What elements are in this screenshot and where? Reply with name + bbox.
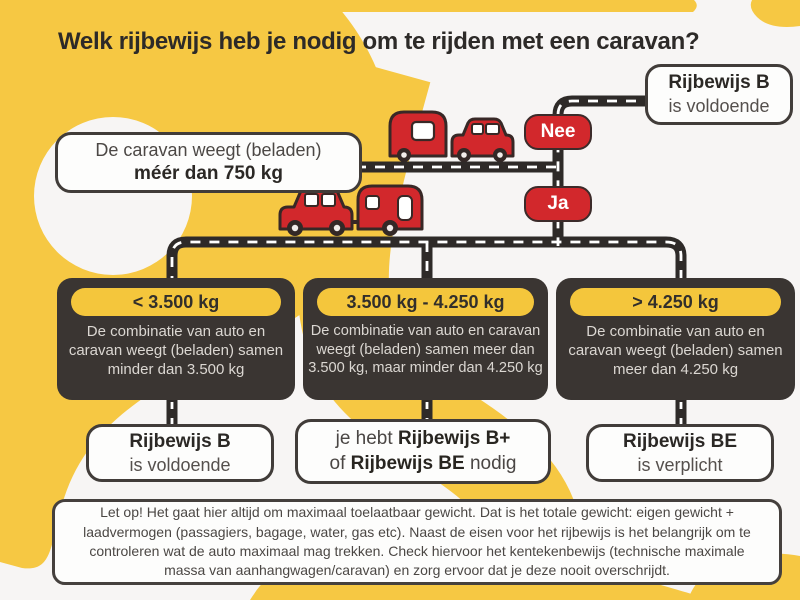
disclaimer-text: Let op! Het gaat hier altijd om maximaal toelaatbaar gewicht. Dat is het totale gewicht: eigen gewicht + laadvermogen (passagiers, bagage, water, gas etc). Naast de eisen voor het rijbewijs is het belangrijk om te controleren wat de auto maximaal mag trekken. Check hiervoor het kentekenbewijs (technische maximale massa van aanhangwagen/caravan) en zorg ervoor dat je deze nooit overschrijdt. [83,504,751,579]
branch-header-badge: > 4.250 kg [570,288,781,316]
page-title: Welk rijbewijs heb je nodig om te rijden met een caravan? [58,28,700,55]
question-line-2: méér dan 750 kg [134,162,283,184]
question-line-1: De caravan weegt (beladen) [95,140,322,161]
branch-description: De combinatie van auto en caravan weegt (beladen) samen minder dan 3.500 kg [68,323,284,379]
branch-header-badge: 3.500 kg - 4.250 kg [317,288,534,316]
no-result-license: Rijbewijs B [668,72,770,94]
result-line-1: je hebt Rijbewijs B+ [335,427,511,449]
caravan-and-car-illustration [390,112,513,162]
result-box-rijbewijs-bplus-be [295,419,551,484]
decision-badge-ja [524,186,592,222]
result-license: Rijbewijs B [129,430,231,452]
branch-description: De combinatie van auto en caravan weegt (beladen) samen meer dan 4.250 kg [568,323,783,379]
branch-header-badge: < 3.500 kg [71,288,281,316]
result-text: is voldoende [129,454,231,475]
result-box-rijbewijs-be [586,424,774,482]
no-result-text: is voldoende [668,96,770,117]
result-license: Rijbewijs BE [622,430,738,452]
branch-description: De combinatie van auto en caravan weegt (beladen) samen meer dan 3.500 kg, maar minder dan 4.250 kg [308,323,543,377]
ja-label: Ja [547,193,569,214]
branch-box-under-3500 [57,278,295,400]
result-text: is verplicht [637,454,723,475]
no-result-box [645,64,793,125]
nee-label: Nee [540,121,576,142]
result-line-2: of Rijbewijs BE nodig [329,452,517,474]
branch-box-over-4250 [556,278,795,400]
branch-box-3500-4250 [303,278,548,400]
decision-badge-nee [524,114,592,150]
question-box [55,132,362,193]
result-box-rijbewijs-b [86,424,274,482]
disclaimer-note [52,499,782,585]
